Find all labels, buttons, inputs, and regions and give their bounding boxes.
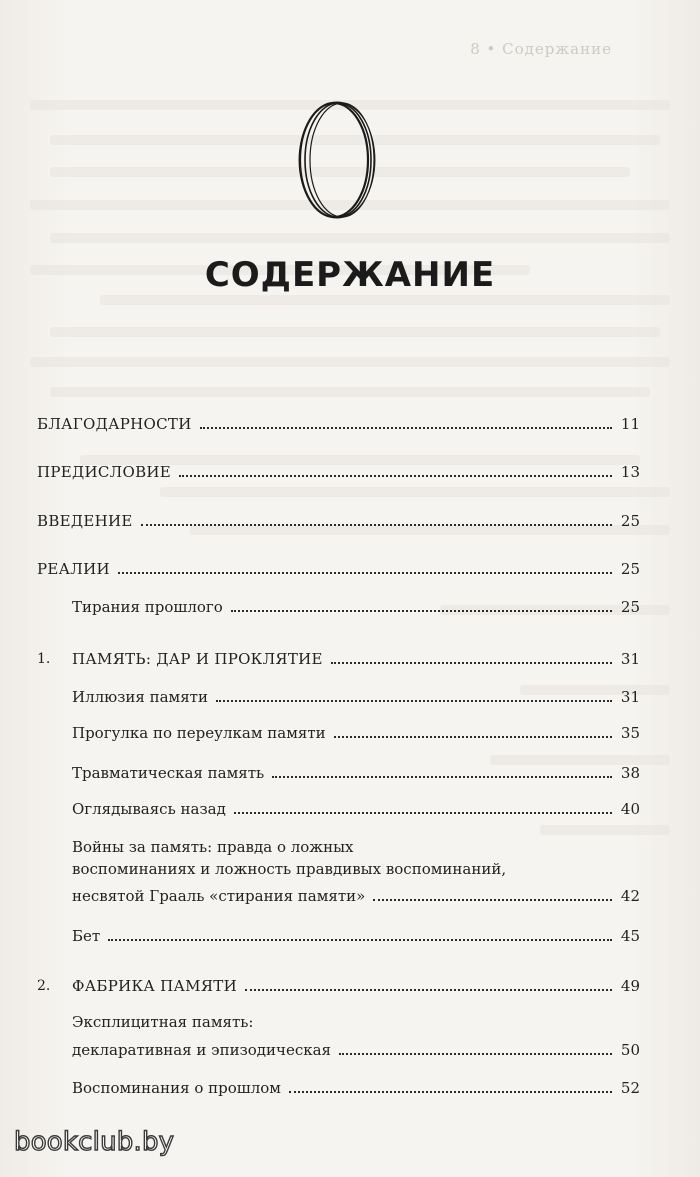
leader-dots xyxy=(245,989,612,991)
toc-page-number: 25 xyxy=(620,598,640,616)
toc-entry-label: Прогулка по переулкам памяти xyxy=(72,724,326,742)
toc-subentry[interactable] xyxy=(72,688,640,706)
toc-page-number: 25 xyxy=(620,512,640,530)
toc-subentry[interactable] xyxy=(72,724,640,742)
leader-dots xyxy=(141,524,612,526)
toc-page-number: 35 xyxy=(620,724,640,742)
toc-entry[interactable] xyxy=(37,560,640,578)
toc-subentry-multiline[interactable] xyxy=(72,1011,640,1033)
toc-subentry[interactable] xyxy=(72,1079,640,1097)
toc-subentry[interactable] xyxy=(72,598,640,616)
toc-entry-label: Бет xyxy=(72,927,101,945)
toc-subentry[interactable] xyxy=(72,1041,640,1059)
leader-dots xyxy=(234,812,612,814)
toc-entry-line: воспоминаниях и ложность правдивых воспоминаний, xyxy=(72,860,507,878)
toc-entry-label: ФАБРИКА ПАМЯТИ xyxy=(72,977,237,995)
toc-subentry-multiline[interactable] xyxy=(72,836,640,880)
toc-entry-line: декларативная и эпизодическая xyxy=(72,1041,331,1059)
leader-dots xyxy=(179,475,612,477)
toc-entry-label: ВВЕДЕНИЕ xyxy=(37,512,133,530)
toc-entry-line: Войны за память: правда о ложных xyxy=(72,838,354,856)
toc-subentry[interactable] xyxy=(72,764,640,782)
leader-dots xyxy=(200,427,612,429)
toc-subentry[interactable] xyxy=(72,927,640,945)
toc-page-number: 13 xyxy=(620,463,640,481)
toc-entry-label: РЕАЛИИ xyxy=(37,560,110,578)
toc-entry-label: Воспоминания о прошлом xyxy=(72,1079,281,1097)
toc-page-number: 38 xyxy=(620,764,640,782)
chapter-number: 1. xyxy=(37,651,51,667)
site-watermark: bookclub.by xyxy=(14,1127,175,1157)
toc-chapter[interactable] xyxy=(37,650,640,668)
toc-page-number: 50 xyxy=(620,1041,640,1059)
toc-entry-line: несвятой Грааль «стирания памяти» xyxy=(72,887,366,905)
leader-dots xyxy=(339,1053,612,1055)
toc-entry-label: БЛАГОДАРНОСТИ xyxy=(37,415,192,433)
leader-dots xyxy=(272,776,612,778)
toc-page-number: 49 xyxy=(620,977,640,995)
toc-entry[interactable] xyxy=(37,512,640,530)
toc-subentry[interactable] xyxy=(72,887,640,905)
toc-page-number: 52 xyxy=(620,1079,640,1097)
leader-dots xyxy=(216,700,612,702)
toc-entry-label: Оглядываясь назад xyxy=(72,800,226,818)
chapter-number: 2. xyxy=(37,978,51,994)
leader-dots xyxy=(334,736,612,738)
toc-entry-label: Иллюзия памяти xyxy=(72,688,208,706)
toc-page-number: 31 xyxy=(620,650,640,668)
leader-dots xyxy=(373,899,612,901)
toc-page-number: 31 xyxy=(620,688,640,706)
toc-page-number: 45 xyxy=(620,927,640,945)
leader-dots xyxy=(231,610,612,612)
toc-entry-label: ПАМЯТЬ: ДАР И ПРОКЛЯТИЕ xyxy=(72,650,323,668)
toc-entry-label: ПРЕДИСЛОВИЕ xyxy=(37,463,172,481)
toc-page-number: 40 xyxy=(620,800,640,818)
running-head: 8 • Содержание xyxy=(470,40,612,58)
leader-dots xyxy=(118,572,612,574)
toc-entry[interactable] xyxy=(37,415,640,433)
toc-chapter[interactable] xyxy=(37,977,640,995)
page-title: СОДЕРЖАНИЕ xyxy=(204,255,496,295)
leader-dots xyxy=(331,662,612,664)
toc-page-number: 11 xyxy=(620,415,640,433)
toc-entry-line: Эксплицитная память: xyxy=(72,1013,254,1031)
toc-page-number: 42 xyxy=(620,887,640,905)
toc-entry-label: Тирания прошлого xyxy=(72,598,223,616)
leader-dots xyxy=(289,1091,612,1093)
toc-subentry[interactable] xyxy=(72,800,640,818)
toc-entry-label: Травматическая память xyxy=(72,764,265,782)
chapter-ornament-icon xyxy=(282,95,392,225)
toc-page-number: 25 xyxy=(620,560,640,578)
leader-dots xyxy=(108,939,612,941)
toc-entry[interactable] xyxy=(37,463,640,481)
